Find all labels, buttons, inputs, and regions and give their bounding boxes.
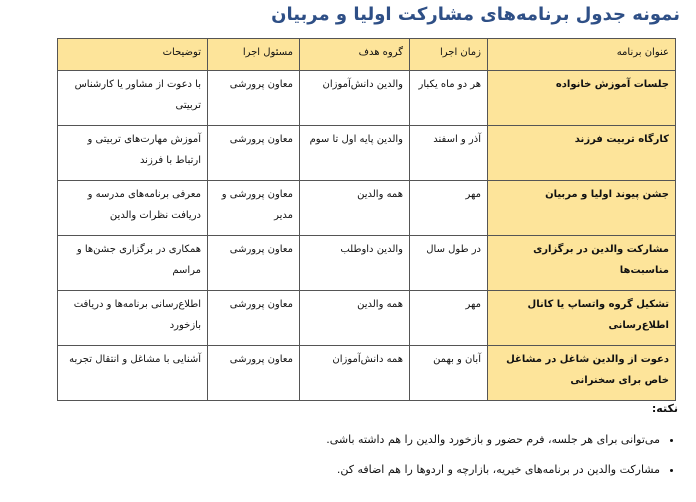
table-row	[58, 236, 676, 291]
cell-description: همکاری در برگزاری جشن‌ها و مراسم	[58, 236, 208, 291]
cell-description: معرفی برنامه‌های مدرسه و دریافت نظرات والدین	[58, 181, 208, 236]
cell-description: آشنایی با مشاغل و انتقال تجربه	[58, 346, 208, 401]
cell-responsible: معاون پرورشی	[208, 126, 300, 181]
cell-time: آبان و بهمن	[410, 346, 488, 401]
list-item: • مشارکت والدین در برنامه‌های خیریه، بازارچه و اردوها را هم اضافه کن.	[326, 462, 660, 478]
cell-time: مهر	[410, 181, 488, 236]
cell-time: مهر	[410, 291, 488, 346]
cell-description: با دعوت از مشاور یا کارشناس تربیتی	[58, 71, 208, 126]
table-row	[58, 346, 676, 401]
note-heading: نکته:	[651, 402, 678, 415]
header-time: زمان اجرا	[410, 39, 488, 71]
cell-program-title: دعوت از والدین شاغل در مشاغل خاص برای سخنرانی	[488, 346, 676, 401]
header-program-title: عنوان برنامه	[488, 39, 676, 71]
cell-responsible: معاون پرورشی	[208, 291, 300, 346]
table-row	[58, 126, 676, 181]
cell-responsible: معاون پرورشی	[208, 71, 300, 126]
table-header-row	[58, 39, 676, 71]
cell-description: اطلاع‌رسانی برنامه‌ها و دریافت بازخورد	[58, 291, 208, 346]
cell-target-group: والدین پایه اول تا سوم	[300, 126, 410, 181]
cell-program-title: تشکیل گروه واتساپ یا کانال اطلاع‌رسانی	[488, 291, 676, 346]
cell-program-title: جلسات آموزش خانواده	[488, 71, 676, 126]
table-row	[58, 181, 676, 236]
cell-program-title: جشن پیوند اولیا و مربیان	[488, 181, 676, 236]
notes-list	[326, 432, 682, 492]
cell-time: هر دو ماه یکبار	[410, 71, 488, 126]
header-description: توضیحات	[58, 39, 208, 71]
cell-responsible: معاون پرورشی	[208, 346, 300, 401]
cell-target-group: همه والدین	[300, 181, 410, 236]
cell-target-group: والدین دانش‌آموزان	[300, 71, 410, 126]
list-item: • می‌توانی برای هر جلسه، فرم حضور و بازخورد والدین را هم داشته باشی.	[326, 432, 660, 448]
cell-target-group: همه دانش‌آموزان	[300, 346, 410, 401]
cell-program-title: مشارکت والدین در برگزاری مناسبت‌ها	[488, 236, 676, 291]
program-table	[57, 38, 676, 401]
cell-target-group: والدین داوطلب	[300, 236, 410, 291]
header-target-group: گروه هدف	[300, 39, 410, 71]
header-responsible: مسئول اجرا	[208, 39, 300, 71]
cell-time: آذر و اسفند	[410, 126, 488, 181]
page-title: نمونه جدول برنامه‌های مشارکت اولیا و مربیان	[271, 4, 680, 25]
cell-program-title: کارگاه تربیت فرزند	[488, 126, 676, 181]
table-row	[58, 71, 676, 126]
cell-description: آموزش مهارت‌های تربیتی و ارتباط با فرزند	[58, 126, 208, 181]
cell-time: در طول سال	[410, 236, 488, 291]
cell-target-group: همه والدین	[300, 291, 410, 346]
table-row	[58, 291, 676, 346]
cell-responsible: معاون پرورشی	[208, 236, 300, 291]
cell-responsible: معاون پرورشی و مدیر	[208, 181, 300, 236]
